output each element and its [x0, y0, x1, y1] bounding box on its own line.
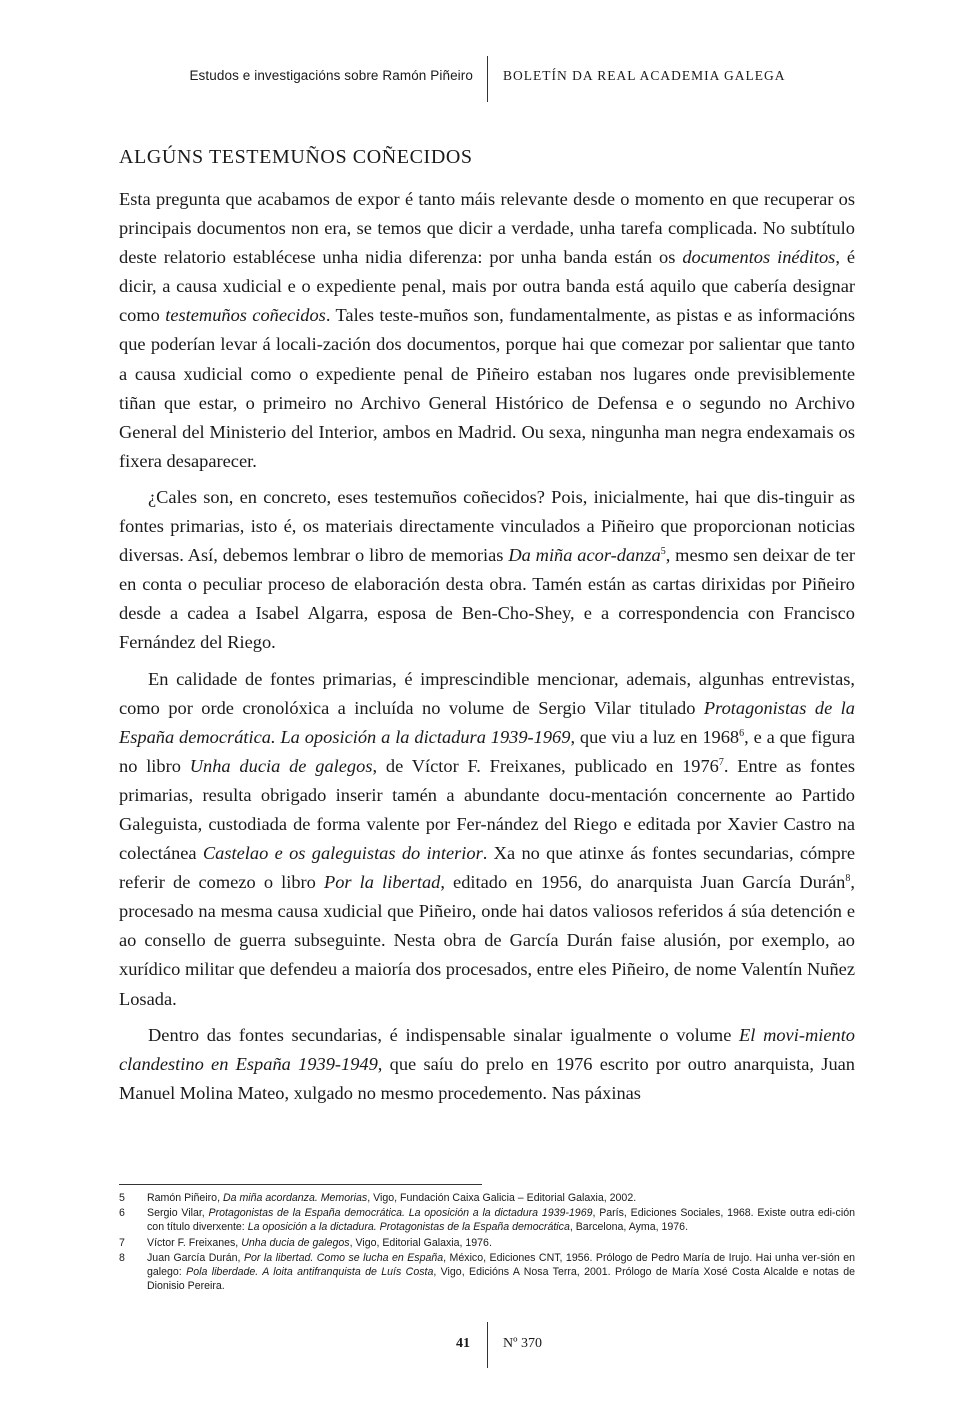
book-title: El movi-miento clandestino en España 1939-1949 [119, 1024, 855, 1074]
header-series-title: Estudos e investigacións sobre Ramón Piñeiro [189, 68, 473, 83]
header-divider [487, 56, 488, 102]
footnote-6 [119, 1206, 855, 1234]
text-run: , procesado na mesma causa xudicial que Piñeiro, onde hai datos valiosos referidos á súa detención e ao consello de guerra subseguinte. Nesta obra de García Durán faise alusión, por exemplo, ao xurídico militar que defendeu a maioría dos procesados, entre eles Piñeiro, de nome Valentín Nuñez Losada. [119, 872, 855, 1009]
footnote-text: Sergio Vilar, Protagonistas de la España democrática. La oposición a la dictadura 1939-1969, París, Ediciones Sociales, 1968. Existe outra edi-ción con título diverxente: La oposición a la dictadura. Protagonistas de la España democrática, Barcelona, Ayma, 1976. [147, 1207, 855, 1234]
paragraph-4 [119, 1021, 855, 1108]
footer-divider [487, 1322, 488, 1368]
text-run: , editado en 1956, do anarquista Juan García Durán [440, 872, 846, 893]
italic-term: documentos inéditos [682, 247, 836, 268]
text-run: , que viu a luz en 1968 [570, 726, 740, 747]
footnote-ref-8[interactable]: 8 [845, 873, 851, 885]
footnote-ref-5[interactable]: 5 [660, 546, 666, 557]
text-run: Esta pregunta que acabamos de expor é tanto máis relevante desde o momento en que recuperar os principais documentos non era, se temos que dicir a verdade, unha tarefa complicada. No subtítulo deste relatorio establécese unha nidia diferenza: por unha banda están os [119, 189, 855, 268]
text-run: En calidade de fontes primarias, é imprescindible mencionar, ademais, algunhas entrevistas, como por orde cronolóxica a incluída no volume de Sergio Vilar titulado [119, 668, 855, 718]
book-title: Protagonistas de la España democrática. La oposición a la dictadura 1939-1969 [119, 697, 855, 747]
body-text [119, 185, 855, 1108]
footnotes [119, 1191, 855, 1294]
text-run: ¿Cales son, en concreto, eses testemuños coñecidos? Pois, inicialmente, hai que dis-tinguir as fontes primarias, isto é, os materiais directamente vinculados a Piñeiro que proporcionan noticias diversas. Así, debemos lembrar o libro de memorias [119, 486, 855, 566]
footnote-8 [119, 1251, 855, 1294]
footnote-number: 6 [119, 1207, 125, 1220]
header-journal-title: BOLETÍN DA REAL ACADEMIA GALEGA [503, 68, 786, 83]
footnote-7 [119, 1236, 855, 1250]
footnote-number: 8 [119, 1251, 125, 1264]
issue-number: Nº 370 [503, 1336, 542, 1351]
footnote-text: Juan García Durán, Por la libertad. Como se lucha en España, México, Ediciones CNT, 1956. Prólogo de Pedro María de Irujo. Hai unha ver-sión en galego: Pola liberdade. A loita antifranquista de Luís Costa, Vigo, Edicións A Nosa Terra, 2001. Prólogo de María Xosé Costa Alcalde e notas de Dionisio Pereira. [147, 1251, 856, 1293]
text-run: , de Víctor F. Freixanes, publicado en 1976 [372, 755, 719, 776]
footnote-ref-6[interactable]: 6 [739, 727, 745, 739]
footnote-5 [119, 1191, 855, 1205]
book-title: Por la libertad [323, 872, 441, 893]
text-run: , e a que figura no libro [119, 726, 855, 776]
footnote-rule [119, 1184, 482, 1185]
footnote-number: 7 [119, 1236, 125, 1249]
footnote-ref-7[interactable]: 7 [718, 756, 724, 768]
text-run: , é dicir, a causa xudicial e o expediente penal, mais por outra banda está aquilo que cabería designar como [119, 247, 856, 326]
italic-term: testemuños coñecidos [165, 305, 326, 326]
paragraph-1 [119, 185, 855, 476]
paragraph-2 [119, 483, 855, 658]
book-title: Castelao e os galeguistas do interior [202, 843, 483, 864]
text-run: , que saíu do prelo en 1976 escrito por outro anarquista, Juan Manuel Molina Mateo, xulgado no mesmo procedemento. Nas páxinas [119, 1053, 856, 1103]
book-title: Unha ducia de galegos [189, 755, 373, 776]
footnote-number: 5 [119, 1192, 125, 1204]
page-number: 41 [456, 1336, 470, 1351]
section-title: ALGÚNS TESTEMUÑOS COÑECIDOS [119, 146, 473, 168]
footnote-text: Víctor F. Freixanes, Unha ducia de galegos, Vigo, Editorial Galaxia, 1976. [147, 1236, 492, 1249]
page-footer [0, 1322, 975, 1368]
book-title: Da miña acor-danza [508, 545, 661, 566]
text-run: . Tales teste-muños son, fundamentalmente, as pistas e as informacións que poderían levar á locali-zación dos documentos, porque hai que comezar por salientar que tanto a causa xudicial como o expediente penal de Piñeiro estaban nos lugares onde previsiblemente tiñan que estar, o primeiro no Archivo General Histórico de Defensa e o segundo no Archivo General del Ministerio del Interior, ambos en Madrid. Ou sexa, ningunha man negra endexamais os fixera desaparecer. [119, 305, 856, 471]
running-header [0, 56, 975, 102]
paragraph-3 [119, 665, 855, 1014]
text-run: Dentro das fontes secundarias, é indispensable sinalar igualmente o volume [148, 1024, 740, 1045]
text-run: . Xa no que atinxe ás fontes secundarias, cómpre referir de comezo o libro [119, 843, 855, 893]
text-run: . Entre as fontes primarias, resulta obrigado inserir tamén a abundante docu-mentación concernente ao Partido Galeguista, custodiada de forma valente por Fer-nández del Riego e editada por Xavier Castro na colectánea [119, 755, 855, 864]
footnote-text: Ramón Piñeiro, Da miña acordanza. Memorias, Vigo, Fundación Caixa Galicia – Editorial Galaxia, 2002. [147, 1192, 637, 1204]
text-run: , mesmo sen deixar de ter en conta o peculiar proceso de elaboración desta obra. Tamén están as cartas dirixidas por Piñeiro desde a cadea a Isabel Algarra, esposa de Ben-Cho-Shey, e a correspondencia con Francisco Fernández del Riego. [119, 545, 856, 653]
